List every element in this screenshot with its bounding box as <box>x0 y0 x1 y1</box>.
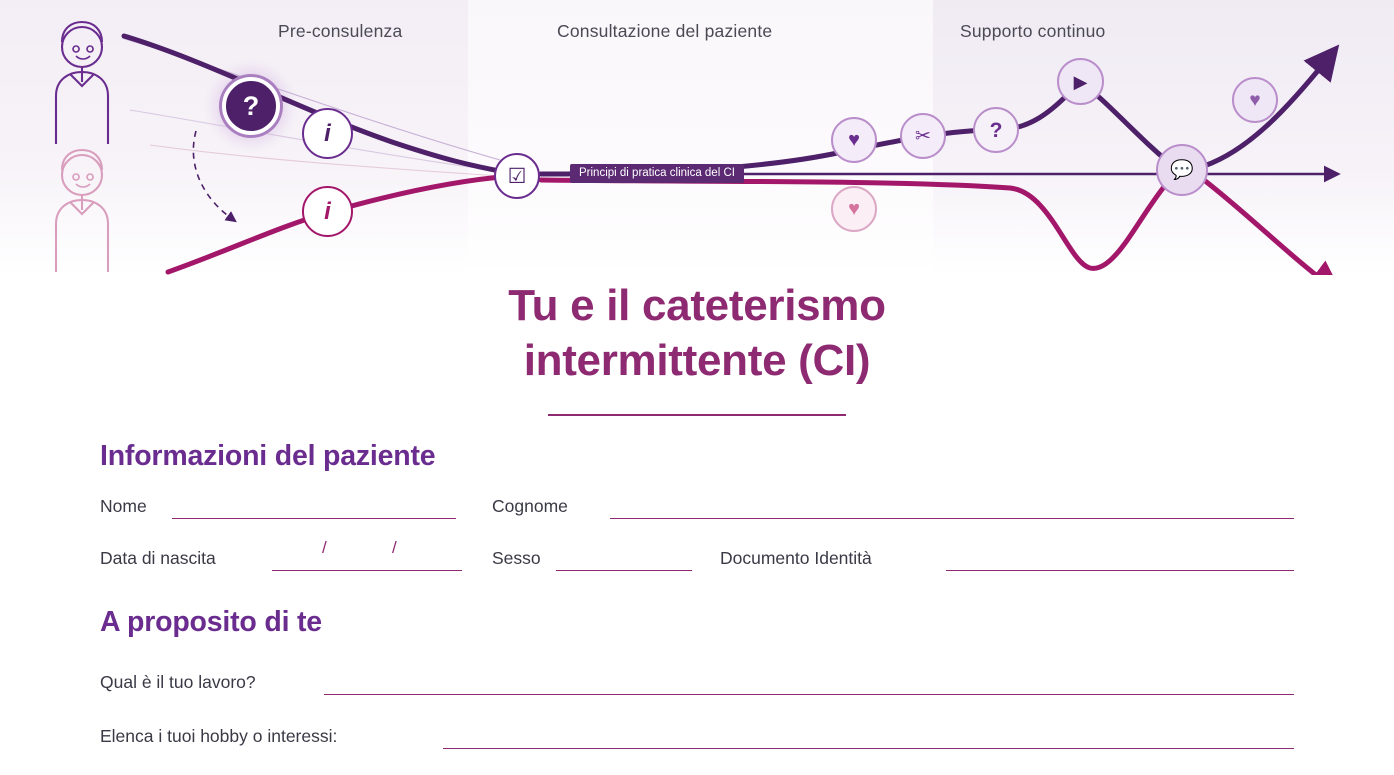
question-mark-icon: ? <box>222 77 280 135</box>
input-nome[interactable] <box>172 518 456 519</box>
label-nome: Nome <box>100 496 147 516</box>
page-title-line1: Tu e il cateterismo <box>508 281 886 330</box>
label-lavoro: Qual è il tuo lavoro? <box>100 672 256 692</box>
play-icon: ▶ <box>1057 58 1104 105</box>
checklist-icon: ☑ <box>494 153 540 199</box>
clinical-practice-principles-pill: Principi di pratica clinica del CI <box>570 164 744 183</box>
date-separator-2: / <box>392 538 397 557</box>
info-icon-clinician: i <box>302 108 353 159</box>
input-lavoro[interactable] <box>324 694 1294 695</box>
label-documento-identita: Documento Identità <box>720 548 872 568</box>
stage-label-support: Supporto continuo <box>960 21 1106 41</box>
heart-icon-upper: ♥ <box>831 117 877 163</box>
section-heading-about-you: A proposito di te <box>100 606 322 638</box>
tools-icon: ✂ <box>900 113 946 159</box>
hand-heart-icon: ♥ <box>1232 77 1278 123</box>
patient-journey-banner <box>0 0 1394 275</box>
page-title-line2: intermittente (CI) <box>523 336 871 386</box>
date-separator-1: / <box>322 538 327 557</box>
label-data-di-nascita: Data di nascita <box>100 548 216 568</box>
input-data-di-nascita[interactable] <box>272 570 462 571</box>
heart-icon-lower: ♥ <box>831 186 877 232</box>
page-title <box>0 278 1394 389</box>
stage-label-consultation: Consultazione del paziente <box>557 21 773 41</box>
stage-label-pre-consultation: Pre-consulenza <box>278 21 403 41</box>
label-hobby: Elenca i tuoi hobby o interessi: <box>100 726 338 746</box>
input-sesso[interactable] <box>556 570 692 571</box>
section-heading-patient-info: Informazioni del paziente <box>100 440 436 472</box>
input-cognome[interactable] <box>610 518 1294 519</box>
title-divider <box>548 414 846 416</box>
chat-icon: 💬 <box>1156 144 1208 196</box>
input-hobby[interactable] <box>443 748 1294 749</box>
question-icon-support: ? <box>973 107 1019 153</box>
info-icon-patient: i <box>302 186 353 237</box>
label-sesso: Sesso <box>492 548 541 568</box>
input-documento-identita[interactable] <box>946 570 1294 571</box>
label-cognome: Cognome <box>492 496 568 516</box>
